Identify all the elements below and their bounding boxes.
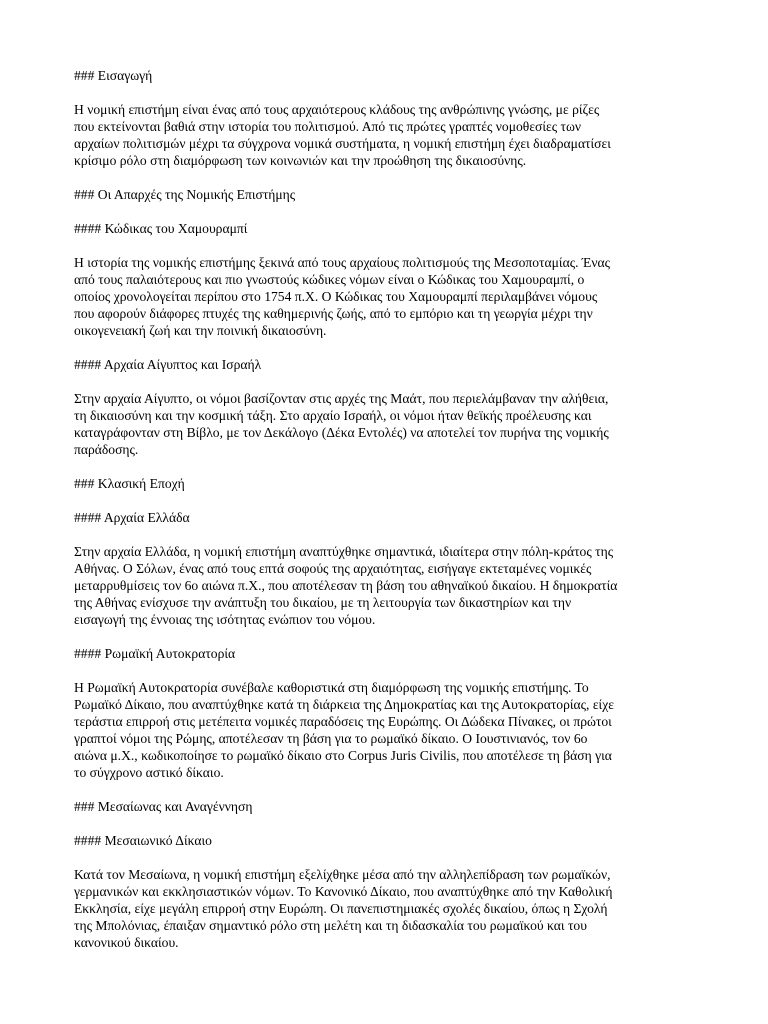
subheading-hammurabi: #### Κώδικας του Χαμουραμπί: [74, 221, 248, 236]
subheading-ancient-greece: #### Αρχαία Ελλάδα: [74, 510, 190, 525]
paragraph-roman-empire: Η Ρωμαϊκή Αυτοκρατορία συνέβαλε καθοριστικά στη διαμόρφωση της νομικής επιστήμης. Το Ρωμαϊκό Δίκαιο, που αναπτύχθηκε κατά τη διάρκεια της Δημοκρατίας και της Αυτοκρατορίας, είχε τεράστια επιρροή στις μετέπειτα νομικές παραδόσεις της Ευρώπης. Οι Δώδεκα Πίνακες, οι πρώτοι γραπτοί νόμοι της Ρώμης, αποτέλεσαν τη βάση για το ρωμαϊκό δίκαιο. Ο Ιουστινιανός, τον 6ο αιώνα μ.Χ., κωδικοποίησε το ρωμαϊκό δίκαιο στο Corpus Juris Civilis, που αποτέλεσε τη βάση για το σύγχρονο αστικό δίκαιο.: [74, 680, 614, 780]
paragraph-egypt-israel: Στην αρχαία Αίγυπτο, οι νόμοι βασίζονταν στις αρχές της Μαάτ, που περιελάμβαναν την αλήθεια, τη δικαιοσύνη και την κοσμική τάξη. Στο αρχαίο Ισραήλ, οι νόμοι ήταν θεϊκής προέλευσης και καταγράφονταν στη Βίβλο, με τον Δεκάλογο (Δέκα Εντολές) να αποτελεί τον πυρήνα της νομικής παράδοσης.: [74, 391, 609, 457]
paragraph-medieval-law: Κατά τον Μεσαίωνα, η νομική επιστήμη εξελίχθηκε μέσα από την αλληλεπίδραση των ρωμαϊκών, γερμανικών και εκκλησιαστικών νόμων. Το Κανονικό Δίκαιο, που αναπτύχθηκε από την Καθολική Εκκλησία, είχε μεγάλη επιρροή στην Ευρώπη. Οι πανεπιστημιακές σχολές δικαίου, όπως η Σχολή της Μπολόνιας, έπαιξαν σημαντικό ρόλο στη μελέτη και τη διδασκαλία του ρωμαϊκού και του κανονικού δικαίου.: [74, 867, 613, 950]
heading-introduction: ### Εισαγωγή: [74, 68, 153, 83]
heading-origins: ### Οι Απαρχές της Νομικής Επιστήμης: [74, 187, 296, 202]
subheading-medieval-law: #### Μεσαιωνικό Δίκαιο: [74, 833, 212, 848]
paragraph-ancient-greece: Στην αρχαία Ελλάδα, η νομική επιστήμη αναπτύχθηκε σημαντικά, ιδιαίτερα στην πόλη-κράτος της Αθήνας. Ο Σόλων, ένας από τους επτά σοφούς της αρχαιότητας, εισήγαγε εκτεταμένες νομικές μεταρρυθμίσεις τον 6ο αιώνα π.Χ., που αποτέλεσαν τη βάση του αθηναϊκού δικαίου. Η δημοκρατία της Αθήνας ενίσχυσε την ανάπτυξη του δικαίου, με τη λειτουργία των δικαστηρίων και την εισαγωγή της έννοιας της ισότητας ενώπιον του νόμου.: [74, 544, 618, 627]
subheading-egypt-israel: #### Αρχαία Αίγυπτος και Ισραήλ: [74, 357, 262, 372]
paragraph-introduction: Η νομική επιστήμη είναι ένας από τους αρχαιότερους κλάδους της ανθρώπινης γνώσης, με ρίζες που εκτείνονται βαθιά στην ιστορία του πολιτισμού. Από τις πρώτες γραπτές νομοθεσίες των αρχαίων πολιτισμών μέχρι τα σύγχρονα νομικά συστήματα, η νομική επιστήμη έχει διαδραματίσει κρίσιμο ρόλο στη διαμόρφωση των κοινωνιών και την προώθηση της δικαιοσύνης.: [74, 102, 611, 168]
heading-middle-ages: ### Μεσαίωνας και Αναγέννηση: [74, 799, 253, 814]
document-page: [74, 67, 694, 968]
heading-classical-era: ### Κλασική Εποχή: [74, 476, 185, 491]
subheading-roman-empire: #### Ρωμαϊκή Αυτοκρατορία: [74, 646, 236, 661]
paragraph-hammurabi: Η ιστορία της νομικής επιστήμης ξεκινά από τους αρχαίους πολιτισμούς της Μεσοποταμίας. Ένας από τους παλαιότερους και πιο γνωστούς κώδικες νόμων είναι ο Κώδικας του Χαμουραμπί, ο οποίος χρονολογείται περίπου στο 1754 π.Χ. Ο Κώδικας του Χαμουραμπί περιλαμβάνει νόμους που αφορούν διάφορες πτυχές της καθημερινής ζωής, από το εμπόριο και τη γεωργία μέχρι την οικογενειακή ζωή και την ποινική δικαιοσύνη.: [74, 255, 610, 338]
